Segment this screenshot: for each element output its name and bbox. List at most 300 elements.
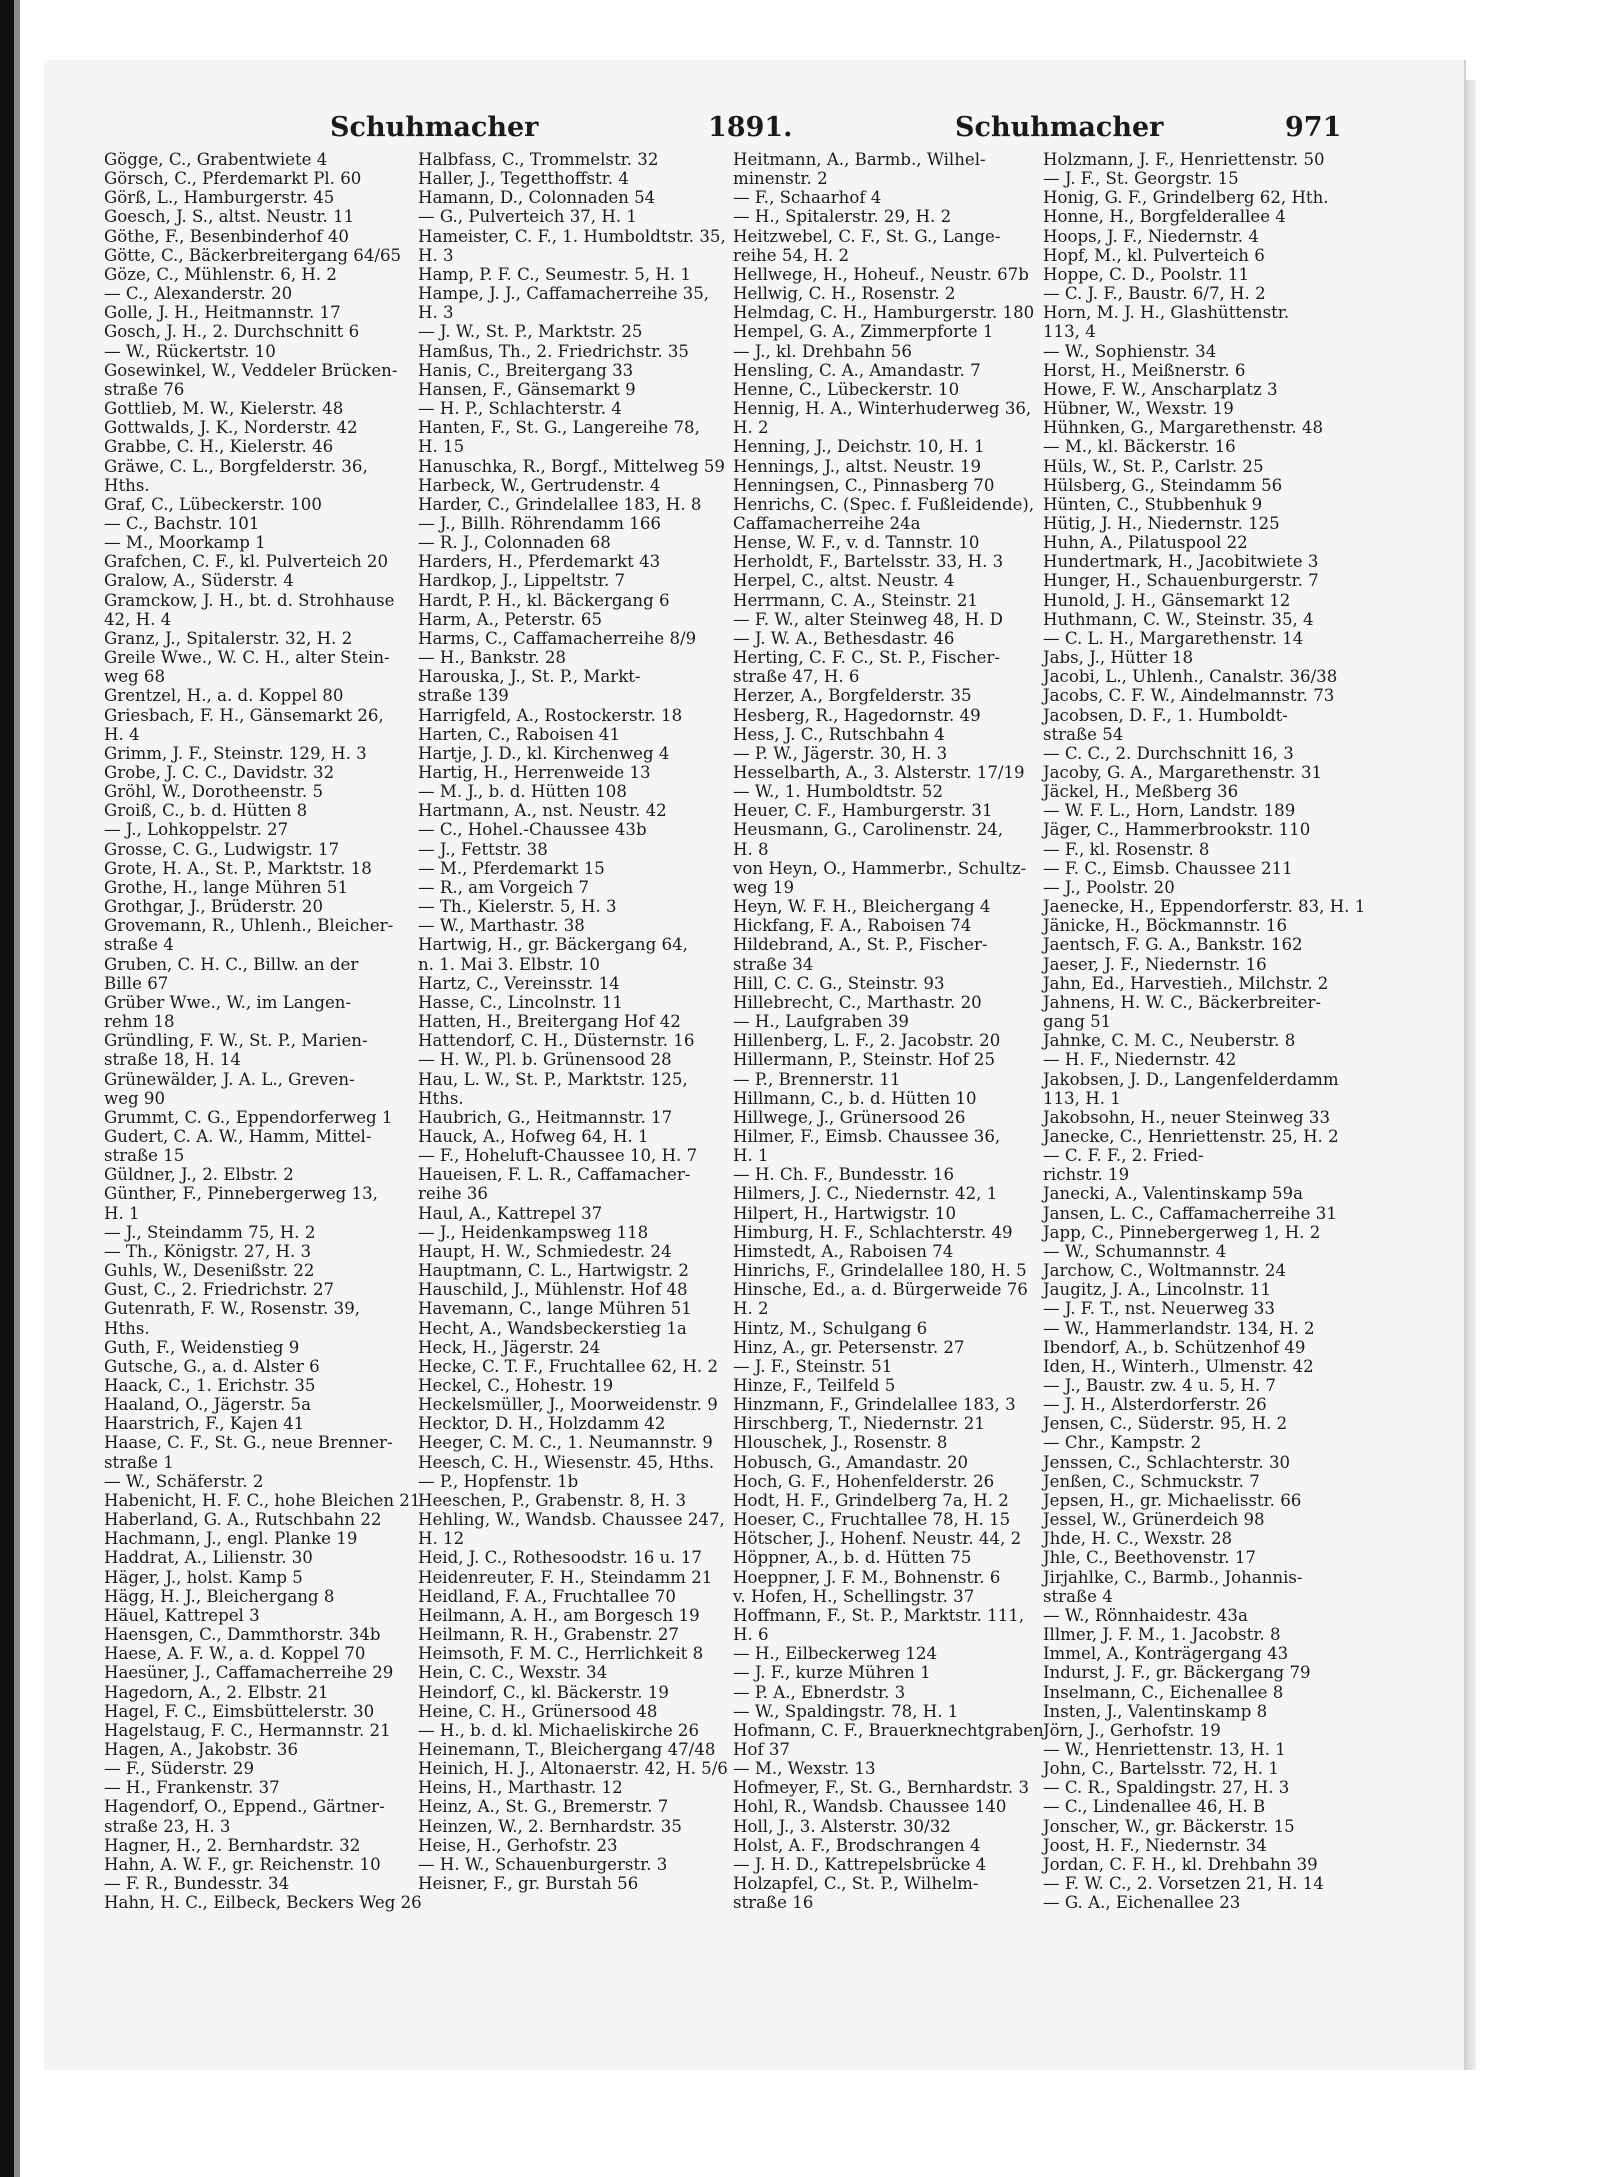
directory-entry-line: H. 1 <box>104 1203 140 1223</box>
directory-entry-line: Jabs, J., Hütter 18 <box>1043 648 1194 668</box>
directory-entry-line: — W., Sophienstr. 34 <box>1043 341 1217 361</box>
directory-entry-line: reihe 54, H. 2 <box>733 245 850 265</box>
directory-entry-line: — H. P., Schlachterstr. 4 <box>418 399 622 419</box>
directory-entry-line: Harrigfeld, A., Rostockerstr. 18 <box>418 705 683 725</box>
directory-entry-line: Hardkop, J., Lippeltstr. 7 <box>418 571 626 591</box>
directory-entry-line: Grabbe, C. H., Kielerstr. 46 <box>104 437 334 457</box>
directory-entry-line: Hehling, W., Wandsb. Chaussee 247, <box>418 1510 725 1530</box>
directory-entry-line: Gräwe, C. L., Borgfelderstr. 36, <box>104 456 368 476</box>
directory-entry-line: Heinich, H. J., Altonaerstr. 42, H. 5/6 <box>418 1759 728 1779</box>
directory-entry-line: Holst, A. F., Brodschrangen 4 <box>733 1835 981 1855</box>
directory-entry-line: reihe 36 <box>418 1184 488 1204</box>
directory-entry-line: Güldner, J., 2. Elbstr. 2 <box>104 1165 294 1185</box>
directory-entry-line: Hattendorf, C. H., Düsternstr. 16 <box>418 1031 695 1051</box>
directory-entry-line: Herpel, C., altst. Neustr. 4 <box>733 571 955 591</box>
directory-entry-line: — J., kl. Drehbahn 56 <box>733 341 912 361</box>
directory-entry-line: Hilmers, J. C., Niedernstr. 42, 1 <box>733 1184 998 1204</box>
directory-entry-line: Jahn, Ed., Harvestieh., Milchstr. 2 <box>1043 973 1329 993</box>
directory-entry-line: Görsch, C., Pferdemarkt Pl. 60 <box>104 169 362 189</box>
directory-entry-line: Jakobsen, J. D., Langenfelderdamm <box>1043 1069 1339 1089</box>
directory-entry-line: — H., Eilbeckerweg 124 <box>733 1644 938 1664</box>
directory-entry-line: Heine, C. H., Grünersood 48 <box>418 1701 658 1721</box>
directory-entry-line: H. 2 <box>733 418 769 438</box>
directory-entry-line: — J., Steindamm 75, H. 2 <box>104 1222 316 1242</box>
directory-entry-line: — C., Lindenallee 46, H. B <box>1043 1797 1266 1817</box>
directory-entry-line: Hamann, D., Colonnaden 54 <box>418 188 656 208</box>
directory-entry-line: Gust, C., 2. Friedrichstr. 27 <box>104 1280 335 1300</box>
directory-entry-line: gang 51 <box>1043 1012 1112 1032</box>
directory-entry-line: Grovemann, R., Uhlenh., Bleicher- <box>104 916 394 936</box>
directory-entry-line: — J. H. D., Kattrepelsbrücke 4 <box>733 1854 987 1874</box>
directory-entry-line: — G., Pulverteich 37, H. 1 <box>418 207 637 227</box>
directory-entry-line: Hinz, A., gr. Petersenstr. 27 <box>733 1337 965 1357</box>
directory-entry-line: Heisner, F., gr. Burstah 56 <box>418 1874 639 1894</box>
directory-entry-line: Grimm, J. F., Steinstr. 129, H. 3 <box>104 743 367 763</box>
directory-entry-line: weg 68 <box>104 667 166 687</box>
directory-entry-line: Haese, A. F. W., a. d. Koppel 70 <box>104 1644 366 1664</box>
directory-entry-line: Hauptmann, C. L., Hartwigstr. 2 <box>418 1261 689 1281</box>
directory-entry-line: — J., Lohkoppelstr. 27 <box>104 820 289 840</box>
directory-entry-line: Hense, W. F., v. d. Tannstr. 10 <box>733 533 980 553</box>
directory-entry-line: — W., Hammerlandstr. 134, H. 2 <box>1043 1318 1315 1338</box>
directory-entry-line: Hennings, J., altst. Neustr. 19 <box>733 456 982 476</box>
directory-entry-line: Jepsen, H., gr. Michaelisstr. 66 <box>1043 1490 1302 1510</box>
directory-entry-line: Heitmann, A., Barmb., Wilhel- <box>733 150 986 169</box>
directory-entry-line: — H. Ch. F., Bundesstr. 16 <box>733 1165 955 1185</box>
directory-entry-line: — M., Pferdemarkt 15 <box>418 858 605 878</box>
directory-entry-line: Hecktor, D. H., Holzdamm 42 <box>418 1414 666 1434</box>
directory-entry-line: Harouska, J., St. P., Markt- <box>418 667 641 687</box>
directory-entry-line: Haarstrich, F., Kajen 41 <box>104 1414 305 1434</box>
directory-entry-line: Hill, C. C. G., Steinstr. 93 <box>733 973 945 993</box>
directory-entry-line: H. 15 <box>418 437 465 457</box>
directory-entry-line: — P., Brennerstr. 11 <box>733 1069 901 1089</box>
directory-entry-line: Göze, C., Mühlenstr. 6, H. 2 <box>104 264 337 284</box>
directory-entry-line: Hillmann, C., b. d. Hütten 10 <box>733 1088 977 1108</box>
directory-entry-line: Hof 37 <box>733 1739 790 1759</box>
directory-entry-line: Hagedorn, A., 2. Elbstr. 21 <box>104 1682 329 1702</box>
directory-entry-line: Heins, H., Marthastr. 12 <box>418 1778 623 1798</box>
directory-entry-line: Hartig, H., Herrenweide 13 <box>418 763 651 782</box>
book-binding <box>0 0 14 2177</box>
directory-entry-line: Ibendorf, A., b. Schützenhof 49 <box>1043 1337 1306 1357</box>
directory-entry-line: — W. F. L., Horn, Landstr. 189 <box>1043 801 1296 821</box>
directory-entry-line: Heidenreuter, F. H., Steindamm 21 <box>418 1567 713 1587</box>
directory-entry-line: Halbfass, C., Trommelstr. 32 <box>418 150 659 169</box>
directory-entry-line: — Th., Kielerstr. 5, H. 3 <box>418 897 617 917</box>
directory-entry-line: Hüls, W., St. P., Carlstr. 25 <box>1043 456 1264 476</box>
directory-entry-line: — Chr., Kampstr. 2 <box>1043 1433 1202 1453</box>
directory-entry-line: Hartmann, A., nst. Neustr. 42 <box>418 801 667 821</box>
directory-entry-line: Hagendorf, O., Eppend., Gärtner- <box>104 1797 385 1817</box>
directory-entry-line: Indurst, J. F., gr. Bäckergang 79 <box>1043 1663 1311 1683</box>
directory-entry-line: Gosch, J. H., 2. Durchschnitt 6 <box>104 322 360 342</box>
directory-entry-line: Hths. <box>104 475 150 495</box>
directory-entry-line: — W., Rückertstr. 10 <box>104 341 276 361</box>
directory-entry-line: Hess, J. C., Rutschbahn 4 <box>733 724 945 744</box>
directory-entry-line: straße 76 <box>104 379 185 399</box>
directory-entry-line: Himstedt, A., Raboisen 74 <box>733 1241 954 1261</box>
directory-entry-line: — W., Schäferstr. 2 <box>104 1471 264 1491</box>
directory-entry-line: — H., Spitalerstr. 29, H. 2 <box>733 207 952 227</box>
directory-entry-line: Hübner, W., Wexstr. 19 <box>1043 399 1234 419</box>
directory-entry-line: Heinz, A., St. G., Bremerstr. 7 <box>418 1797 669 1817</box>
directory-entry-line: Hanis, C., Breitergang 33 <box>418 360 634 380</box>
directory-entry-line: H. 3 <box>418 245 454 265</box>
directory-entry-line: — W., Schumannstr. 4 <box>1043 1241 1227 1261</box>
directory-entry-line: straße 23, H. 3 <box>104 1816 231 1836</box>
directory-entry-line: — F. W. C., 2. Vorsetzen 21, H. 14 <box>1043 1874 1324 1894</box>
directory-entry-line: Inselmann, C., Eichenallee 8 <box>1043 1682 1284 1702</box>
directory-entry-line: Jhle, C., Beethovenstr. 17 <box>1043 1548 1256 1568</box>
directory-column-4 <box>1043 150 1366 1913</box>
directory-entry-line: n. 1. Mai 3. Elbstr. 10 <box>418 954 600 974</box>
directory-entry-line: Grobe, J. C. C., Davidstr. 32 <box>104 763 335 782</box>
directory-entry-line: Hatten, H., Breitergang Hof 42 <box>418 1012 681 1032</box>
directory-entry-line: Hamßus, Th., 2. Friedrichstr. 35 <box>418 341 689 361</box>
directory-entry-line: Hohl, R., Wandsb. Chaussee 140 <box>733 1797 1007 1817</box>
directory-entry-line: Himburg, H. F., Schlachterstr. 49 <box>733 1222 1013 1242</box>
directory-entry-line: Hansen, F., Gänsemarkt 9 <box>418 379 636 399</box>
directory-entry-line: Hodt, H. F., Grindelberg 7a, H. 2 <box>733 1490 1009 1510</box>
directory-entry-line: Harm, A., Peterstr. 65 <box>418 609 603 629</box>
directory-entry-line: Hahn, A. W. F., gr. Reichenstr. 10 <box>104 1854 381 1874</box>
directory-entry-line: Herting, C. F. C., St. P., Fischer- <box>733 648 1001 668</box>
directory-entry-line: Janecke, C., Henriettenstr. 25, H. 2 <box>1043 1126 1339 1146</box>
directory-entry-line: straße 139 <box>418 686 509 706</box>
directory-entry-line: — W., 1. Humboldtstr. 52 <box>733 782 944 802</box>
directory-entry-line: Jaugitz, J. A., Lincolnstr. 11 <box>1043 1280 1272 1300</box>
directory-entry-line: — J., Baustr. zw. 4 u. 5, H. 7 <box>1043 1376 1276 1395</box>
directory-entry-line: Grüber Wwe., W., im Langen- <box>104 992 352 1012</box>
directory-entry-line: Hagelstaug, F. C., Hermannstr. 21 <box>104 1720 391 1740</box>
directory-entry-line: Jacoby, G. A., Margarethenstr. 31 <box>1043 763 1323 782</box>
directory-entry-line: Hellwege, H., Hoheuf., Neustr. 67b <box>733 264 1029 284</box>
directory-entry-line: Hardt, P. H., kl. Bäckergang 6 <box>418 590 670 610</box>
directory-entry-line: Heyn, W. F. H., Bleichergang 4 <box>733 897 991 917</box>
directory-entry-line: Holzmann, J. F., Henriettenstr. 50 <box>1043 150 1325 169</box>
directory-entry-line: — R., am Vorgeich 7 <box>418 877 590 897</box>
directory-entry-line: Hellwig, C. H., Rosenstr. 2 <box>733 284 956 304</box>
directory-entry-line: Henrichs, C. (Spec. f. Fußleidende), <box>733 494 1035 514</box>
directory-entry-line: Hauschild, J., Mühlenstr. Hof 48 <box>418 1280 688 1300</box>
directory-column-3 <box>733 150 1044 1913</box>
directory-entry-line: Gröhl, W., Dorotheenstr. 5 <box>104 782 323 802</box>
directory-entry-line: straße 47, H. 6 <box>733 667 860 687</box>
directory-entry-line: — F. W., alter Steinweg 48, H. D <box>733 609 1003 629</box>
directory-entry-line: — J. W., St. P., Marktstr. 25 <box>418 322 643 342</box>
directory-entry-line: Insten, J., Valentinskamp 8 <box>1043 1701 1268 1721</box>
directory-entry-line: Hilmer, F., Eimsb. Chaussee 36, <box>733 1126 1001 1146</box>
directory-entry-line: — G. A., Eichenallee 23 <box>1043 1893 1241 1913</box>
directory-entry-line: Helmdag, C. H., Hamburgerstr. 180 <box>733 303 1035 323</box>
directory-entry-line: Haddrat, A., Lilienstr. 30 <box>104 1548 313 1568</box>
directory-entry-line: Graf, C., Lübeckerstr. 100 <box>104 494 322 514</box>
directory-entry-line: Hägg, H. J., Bleichergang 8 <box>104 1586 335 1606</box>
directory-entry-line: Heuer, C. F., Hamburgerstr. 31 <box>733 801 993 821</box>
directory-entry-line: Grothgar, J., Brüderstr. 20 <box>104 897 324 917</box>
directory-entry-line: Horst, H., Meißnerstr. 6 <box>1043 360 1246 380</box>
directory-entry-line: Heilmann, R. H., Grabenstr. 27 <box>418 1625 679 1645</box>
directory-entry-line: Heck, H., Jägerstr. 24 <box>418 1337 601 1357</box>
directory-entry-line: — C., Alexanderstr. 20 <box>104 284 293 304</box>
directory-entry-line: straße 54 <box>1043 724 1124 744</box>
directory-entry-line: Hintz, M., Schulgang 6 <box>733 1318 928 1338</box>
directory-entry-line: Haaland, O., Jägerstr. 5a <box>104 1395 311 1415</box>
directory-entry-line: Heeger, C. M. C., 1. Neumannstr. 9 <box>418 1433 713 1453</box>
directory-entry-line: — C. L. H., Margarethenstr. 14 <box>1043 628 1304 648</box>
directory-entry-line: — W., Henriettenstr. 13, H. 1 <box>1043 1739 1286 1759</box>
directory-entry-line: Heise, H., Gerhofstr. 23 <box>418 1835 618 1855</box>
directory-entry-line: Gründling, F. W., St. P., Marien- <box>104 1031 368 1051</box>
directory-entry-line: Honig, G. F., Grindelberg 62, Hth. <box>1043 188 1329 208</box>
directory-entry-line: Hillermann, P., Steinstr. Hof 25 <box>733 1050 996 1070</box>
directory-entry-line: Hofmeyer, F., St. G., Bernhardstr. 3 <box>733 1778 1030 1798</box>
directory-entry-line: straße 16 <box>733 1893 814 1913</box>
directory-entry-line: — C., Hohel.-Chaussee 43b <box>418 820 647 840</box>
directory-entry-line: Göthe, F., Besenbinderhof 40 <box>104 226 349 246</box>
directory-entry-line: Heinemann, T., Bleichergang 47/48 <box>418 1739 716 1759</box>
directory-entry-line: Caffamacherreihe 24a <box>733 513 921 533</box>
directory-entry-line: — R. J., Colonnaden 68 <box>418 533 611 553</box>
directory-entry-line: Hamp, P. F. C., Seumestr. 5, H. 1 <box>418 264 691 284</box>
directory-entry-line: Gutsche, G., a. d. Alster 6 <box>104 1356 320 1376</box>
directory-entry-line: Hlouschek, J., Rosenstr. 8 <box>733 1433 948 1453</box>
directory-entry-line: — F. C., Eimsb. Chaussee 211 <box>1043 858 1293 878</box>
directory-entry-line: straße 15 <box>104 1146 185 1166</box>
directory-entry-line: Hecht, A., Wandsbeckerstieg 1a <box>418 1318 687 1338</box>
directory-entry-line: Jordan, C. F. H., kl. Drehbahn 39 <box>1043 1854 1318 1874</box>
directory-entry-line: Harms, C., Caffamacherreihe 8/9 <box>418 628 697 648</box>
directory-entry-line: — H. W., Pl. b. Grünensood 28 <box>418 1050 672 1070</box>
directory-entry-line: Horn, M. J. H., Glashüttenstr. <box>1043 303 1290 323</box>
directory-entry-line: Hobusch, G., Amandastr. 20 <box>733 1452 969 1472</box>
directory-entry-line: 42, H. 4 <box>104 609 172 629</box>
directory-entry-line: Hths. <box>418 1088 464 1108</box>
directory-entry-line: Jörn, J., Gerhofstr. 19 <box>1043 1720 1221 1740</box>
directory-entry-line: Hartwig, H., gr. Bäckergang 64, <box>418 935 688 955</box>
directory-entry-line: — C. J. F., Baustr. 6/7, H. 2 <box>1043 284 1266 304</box>
directory-entry-line: H. 12 <box>418 1529 465 1549</box>
directory-entry-line: Gruben, C. H. C., Billw. an der <box>104 954 359 974</box>
directory-entry-line: Haupt, H. W., Schmiedestr. 24 <box>418 1241 672 1261</box>
directory-entry-line: Goesch, J. S., altst. Neustr. 11 <box>104 207 355 227</box>
directory-entry-line: Immel, A., Konträgergang 43 <box>1043 1644 1289 1664</box>
directory-entry-line: Heindorf, C., kl. Bäckerstr. 19 <box>418 1682 669 1702</box>
directory-entry-line: Jahnke, C. M. C., Neuberstr. 8 <box>1043 1031 1296 1051</box>
directory-entry-line: — W., Spaldingstr. 78, H. 1 <box>733 1701 959 1721</box>
directory-entry-line: Hickfang, F. A., Raboisen 74 <box>733 916 972 936</box>
directory-entry-line: Hths. <box>104 1318 150 1338</box>
directory-entry-line: — P., Hopfenstr. 1b <box>418 1471 579 1491</box>
directory-entry-line: H. 8 <box>733 839 769 859</box>
directory-entry-line: Hein, C. C., Wexstr. 34 <box>418 1663 608 1683</box>
directory-entry-line: Huhn, A., Pilatuspool 22 <box>1043 533 1248 553</box>
directory-entry-line: Haberland, G. A., Rutschbahn 22 <box>104 1510 382 1530</box>
directory-entry-line: Harder, C., Grindelallee 183, H. 8 <box>418 494 702 514</box>
directory-entry-line: Hartz, C., Vereinsstr. 14 <box>418 973 620 993</box>
directory-entry-line: Jäckel, H., Meßberg 36 <box>1043 782 1239 802</box>
directory-entry-line: von Heyn, O., Hammerbr., Schultz- <box>733 858 1027 878</box>
directory-entry-line: Holzapfel, C., St. P., Wilhelm- <box>733 1874 979 1894</box>
directory-entry-line: Heimsoth, F. M. C., Herrlichkeit 8 <box>418 1644 704 1664</box>
directory-entry-line: weg 90 <box>104 1088 166 1108</box>
directory-entry-line: — M., kl. Bäckerstr. 16 <box>1043 437 1236 457</box>
directory-entry-line: Günther, F., Pinnebergerweg 13, <box>104 1184 378 1204</box>
directory-entry-line: Jacobi, L., Uhlenh., Canalstr. 36/38 <box>1043 667 1338 687</box>
directory-entry-line: Guhls, W., Desenißstr. 22 <box>104 1261 315 1281</box>
directory-entry-line: Gottlieb, M. W., Kielerstr. 48 <box>104 399 344 419</box>
directory-entry-line: — J., Billh. Röhrendamm 166 <box>418 513 661 533</box>
directory-entry-line: Jirjahlke, C., Barmb., Johannis- <box>1043 1567 1303 1587</box>
directory-entry-line: rehm 18 <box>104 1012 175 1032</box>
directory-entry-line: Gosewinkel, W., Veddeler Brücken- <box>104 360 398 380</box>
directory-entry-line: Grote, H. A., St. P., Marktstr. 18 <box>104 858 372 878</box>
directory-entry-line: — C. C., 2. Durchschnitt 16, 3 <box>1043 743 1294 763</box>
directory-entry-line: H. 6 <box>733 1625 769 1645</box>
directory-entry-line: Hagen, A., Jakobstr. 36 <box>104 1739 299 1759</box>
directory-entry-line: Heusmann, G., Carolinenstr. 24, <box>733 820 1004 840</box>
directory-entry-line: Jacobs, C. F. W., Aindelmannstr. 73 <box>1043 686 1335 706</box>
directory-entry-line: Jacobsen, D. F., 1. Humboldt- <box>1043 705 1288 725</box>
directory-entry-line: Groiß, C., b. d. Hütten 8 <box>104 801 308 821</box>
directory-entry-line: H. 1 <box>733 1146 769 1166</box>
directory-entry-line: — P. W., Jägerstr. 30, H. 3 <box>733 743 948 763</box>
directory-entry-line: — F., Hoheluft-Chaussee 10, H. 7 <box>418 1146 698 1166</box>
directory-entry-line: Jarchow, C., Woltmannstr. 24 <box>1043 1261 1287 1281</box>
page-header <box>100 112 1360 152</box>
directory-entry-line: Hasse, C., Lincolnstr. 11 <box>418 992 623 1012</box>
directory-entry-line: Gudert, C. A. W., Hamm, Mittel- <box>104 1126 372 1146</box>
directory-entry-line: — F., kl. Rosenstr. 8 <box>1043 839 1210 859</box>
directory-entry-line: — J., Poolstr. 20 <box>1043 877 1175 897</box>
directory-entry-line: Hildebrand, A., St. P., Fischer- <box>733 935 988 955</box>
directory-entry-line: Grünewälder, J. A. L., Greven- <box>104 1069 355 1089</box>
directory-entry-line: Grosse, C. G., Ludwigstr. 17 <box>104 839 340 859</box>
directory-entry-line: Heilmann, A. H., am Borgesch 19 <box>418 1605 700 1625</box>
directory-entry-line: Gottwalds, J. K., Norderstr. 42 <box>104 418 358 438</box>
directory-entry-line: Jenßen, C., Schmuckstr. 7 <box>1043 1471 1260 1491</box>
directory-entry-line: — F. R., Bundesstr. 34 <box>104 1874 290 1894</box>
directory-entry-line: Grafchen, C. F., kl. Pulverteich 20 <box>104 552 389 572</box>
directory-entry-line: Grothe, H., lange Mühren 51 <box>104 877 348 897</box>
directory-entry-line: — C. R., Spaldingstr. 27, H. 3 <box>1043 1778 1290 1798</box>
directory-entry-line: Görß, L., Hamburgerstr. 45 <box>104 188 335 208</box>
directory-entry-line: Höppner, A., b. d. Hütten 75 <box>733 1548 972 1568</box>
directory-entry-line: Harbeck, W., Gertrudenstr. 4 <box>418 475 661 495</box>
directory-entry-line: — J., Fettstr. 38 <box>418 839 548 859</box>
directory-entry-line: Hampe, J. J., Caffamacherreihe 35, <box>418 284 710 304</box>
directory-entry-line: — H., b. d. kl. Michaeliskirche 26 <box>418 1720 700 1740</box>
directory-entry-line: Hunold, J. H., Gänsemarkt 12 <box>1043 590 1291 610</box>
directory-entry-line: Herholdt, F., Bartelsstr. 33, H. 3 <box>733 552 1004 572</box>
directory-entry-line: straße 4 <box>1043 1586 1113 1606</box>
directory-entry-line: Hinzmann, F., Grindelallee 183, 3 <box>733 1395 1016 1415</box>
directory-entry-line: Bille 67 <box>104 973 169 993</box>
directory-entry-line: — W., Marthastr. 38 <box>418 916 585 936</box>
directory-entry-line: — J. H., Alsterdorferstr. 26 <box>1043 1395 1267 1415</box>
directory-entry-line: Jessel, W., Grünerdeich 98 <box>1043 1510 1265 1530</box>
directory-entry-line: — F., Süderstr. 29 <box>104 1759 255 1779</box>
directory-entry-line: — J., Heidenkampsweg 118 <box>418 1222 649 1242</box>
directory-entry-line: Hanten, F., St. G., Langereihe 78, <box>418 418 700 438</box>
binding-shadow <box>14 0 20 2177</box>
directory-entry-line: Holl, J., 3. Alsterstr. 30/32 <box>733 1816 951 1836</box>
directory-entry-line: Harten, C., Raboisen 41 <box>418 724 621 744</box>
directory-entry-line: Hoppe, C. D., Poolstr. 11 <box>1043 264 1250 284</box>
directory-entry-line: Jänicke, H., Böckmannstr. 16 <box>1043 916 1288 936</box>
directory-entry-line: Hempel, G. A., Zimmerpforte 1 <box>733 322 994 342</box>
directory-entry-line: — C., Bachstr. 101 <box>104 513 260 533</box>
directory-entry-line: Jenssen, C., Schlachterstr. 30 <box>1043 1452 1291 1472</box>
directory-entry-line: Huthmann, C. W., Steinstr. 35, 4 <box>1043 609 1314 629</box>
directory-entry-line: Haack, C., 1. Erichstr. 35 <box>104 1376 316 1395</box>
directory-entry-line: — M., Wexstr. 13 <box>733 1759 876 1779</box>
directory-entry-line: Haesüner, J., Caffamacherreihe 29 <box>104 1663 394 1683</box>
directory-entry-line: Hinrichs, F., Grindelallee 180, H. 5 <box>733 1261 1027 1281</box>
directory-entry-line: Haller, J., Tegetthoffstr. 4 <box>418 169 629 189</box>
directory-entry-line: Hameister, C. F., 1. Humboldtstr. 35, <box>418 226 726 246</box>
directory-entry-line: Haensgen, C., Dammthorstr. 34b <box>104 1625 381 1645</box>
page-number: 971 <box>1285 112 1342 143</box>
directory-entry-line: Gögge, C., Grabentwiete 4 <box>104 150 328 169</box>
directory-entry-line: v. Hofen, H., Schellingstr. 37 <box>733 1586 975 1606</box>
directory-entry-line: Grentzel, H., a. d. Koppel 80 <box>104 686 344 706</box>
directory-entry-line: Hahn, H. C., Eilbeck, Beckers Weg 26 <box>104 1893 422 1913</box>
directory-column-2 <box>418 150 728 1894</box>
directory-entry-line: — P. A., Ebnerdstr. 3 <box>733 1682 906 1702</box>
directory-entry-line: Henne, C., Lübeckerstr. 10 <box>733 379 960 399</box>
directory-entry-line: Hachmann, J., engl. Planke 19 <box>104 1529 358 1549</box>
directory-entry-line: Jakobsohn, H., neuer Steinweg 33 <box>1043 1107 1331 1127</box>
directory-entry-line: Havemann, C., lange Mühren 51 <box>418 1299 692 1319</box>
directory-entry-line: Heidland, F. A., Fruchtallee 70 <box>418 1586 676 1606</box>
directory-entry-line: Hoffmann, F., St. P., Marktstr. 111, <box>733 1605 1025 1625</box>
directory-entry-line: Hauck, A., Hofweg 64, H. 1 <box>418 1126 649 1146</box>
directory-entry-line: Jäger, C., Hammerbrookstr. 110 <box>1043 820 1311 840</box>
directory-entry-line: 113, H. 1 <box>1043 1088 1121 1108</box>
directory-entry-line: Griesbach, F. H., Gänsemarkt 26, <box>104 705 384 725</box>
directory-entry-line: Hinsche, Ed., a. d. Bürgerweide 76 <box>733 1280 1028 1300</box>
directory-entry-line: Jaenecke, H., Eppendorferstr. 83, H. 1 <box>1043 897 1366 917</box>
directory-entry-line: Häuel, Kattrepel 3 <box>104 1605 260 1625</box>
directory-entry-line: — J. F. T., nst. Neuerweg 33 <box>1043 1299 1275 1319</box>
directory-entry-line: — J. F., St. Georgstr. 15 <box>1043 169 1239 189</box>
directory-entry-line: Hofmann, C. F., Brauerknechtgraben <box>733 1720 1044 1740</box>
directory-entry-line: Hau, L. W., St. P., Marktstr. 125, <box>418 1069 688 1089</box>
directory-entry-line: straße 1 <box>104 1452 174 1472</box>
directory-entry-line: Haubrich, G., Heitmannstr. 17 <box>418 1107 673 1127</box>
directory-entry-line: — M., Moorkamp 1 <box>104 533 266 553</box>
directory-entry-line: — W., Rönnhaidestr. 43a <box>1043 1605 1248 1625</box>
directory-entry-line: Illmer, J. F. M., 1. Jacobstr. 8 <box>1043 1625 1281 1645</box>
directory-entry-line: — Th., Königstr. 27, H. 3 <box>104 1241 312 1261</box>
directory-entry-line: — F., Schaarhof 4 <box>733 188 882 208</box>
directory-entry-line: Hesselbarth, A., 3. Alsterstr. 17/19 <box>733 763 1025 782</box>
directory-entry-line: Henningsen, C., Pinnasberg 70 <box>733 475 995 495</box>
directory-entry-line: Jonscher, W., gr. Bäckerstr. 15 <box>1043 1816 1295 1836</box>
header-right-title: Schuhmacher <box>955 112 1164 143</box>
directory-entry-line: — C. F. F., 2. Fried- <box>1043 1146 1204 1166</box>
directory-entry-line: Heckel, C., Hohestr. 19 <box>418 1376 614 1395</box>
directory-entry-line: Jaeser, J. F., Niedernstr. 16 <box>1043 954 1267 974</box>
directory-entry-line: Herrmann, C. A., Steinstr. 21 <box>733 590 978 610</box>
directory-entry-line: Heckelsmüller, J., Moorweidenstr. 9 <box>418 1395 718 1415</box>
directory-entry-line: Iden, H., Winterh., Ulmenstr. 42 <box>1043 1356 1314 1376</box>
directory-entry-line: Guth, F., Weidenstieg 9 <box>104 1337 300 1357</box>
directory-entry-line: — H., Frankenstr. 37 <box>104 1778 280 1798</box>
directory-entry-line: — H., Bankstr. 28 <box>418 648 566 668</box>
